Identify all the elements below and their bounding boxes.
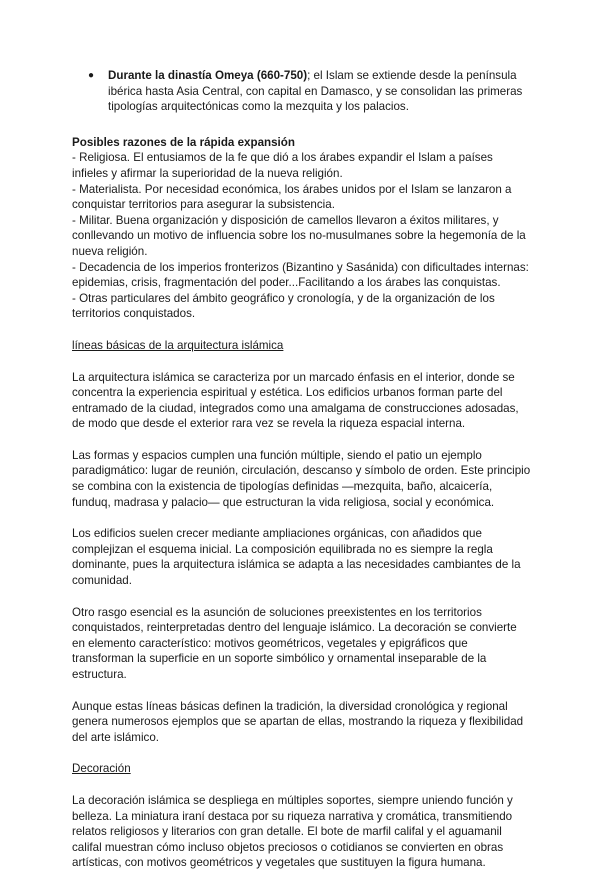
reasons-title: Posibles razones de la rápida expansión xyxy=(72,135,295,149)
intro-bullet-body: ; el Islam se extiende desde la península ibérica hasta Asia Central, con capital en Damasco, y se consolidan las primeras tipologías arquitectónicas como la mezquita y los palacios. xyxy=(108,69,523,114)
decoracion-paragraph: La decoración islámica se despliega en múltiples soportes, siempre uniendo función y belleza. La miniatura iraní destaca por su riqueza narrativa y cromática, transmitiendo relatos religiosos y literarios con gran detalle. El bote de marfil califal y el aguamanil califal muestran cómo incluso objetos preciosos o cotidianos se convierten en obras artísticas, con motivos geométricos y vegetales que sustituyen la figura humana. xyxy=(72,793,513,870)
lineas-paragraph: Los edificios suelen crecer mediante ampliaciones orgánicas, con añadidos que complejizan el esquema inicial. La composición equilibrada no es siempre la regla dominante, pues la arquitectura islámica se adapta a las necesidades cambiantes de la comunidad. xyxy=(72,527,521,588)
reasons-section xyxy=(72,135,532,322)
reason-item: - Materialista. Por necesidad económica, los árabes unidos por el Islam se lanzaron a conquistar territorios para asegurar la subsistencia. xyxy=(72,182,512,212)
bullet-icon: ● xyxy=(88,70,95,81)
decoracion-section xyxy=(72,761,532,871)
reason-item: - Religiosa. El entusiamos de la fe que dió a los árabes expandir el Islam a países infieles y afirmar la superioridad de la nueva religión. xyxy=(72,151,493,180)
lineas-paragraph: La arquitectura islámica se caracteriza por un marcado énfasis en el interior, donde se concentra la experiencia espiritual y estética. Los edificios urbanos forman parte del entramado de la ciudad, integrados como una amalgama de construcciones adosadas, de modo que desde el exterior rara vez se revela la riqueza espacial interna. xyxy=(72,370,519,431)
lineas-section xyxy=(72,338,532,745)
document-page xyxy=(72,68,532,887)
reason-item: - Decadencia de los imperios fronterizos (Bizantino y Sasánida) con dificultades internas: epidemias, crisis, fragmentación del poder...Facilitando a los árabes las conquistas. xyxy=(72,260,529,290)
intro-bullet-bold: Durante la dinastía Omeya (660-750) xyxy=(108,69,308,82)
reason-item: - Otras particulares del ámbito geográfico y cronología, y de la organización de los territorios conquistados. xyxy=(72,291,495,321)
intro-bullet-text xyxy=(108,68,532,115)
reason-item: - Militar. Buena organización y disposición de camellos llevaron a éxitos militares, y conllevando un motivo de influencia sobre los no-musulmanes sobre la hegemonía de la nueva religión. xyxy=(72,213,526,258)
lineas-paragraph: Las formas y espacios cumplen una función múltiple, siendo el patio un ejemplo paradigmático: lugar de reunión, circulación, descanso y símbolo de orden. Este principio se combina con la existencia de tipologías definidas —mezquita, baño, alcaicería, funduq, madrasa y palacio— que estructuran la vida religiosa, social y económica. xyxy=(72,448,531,509)
lineas-paragraph: Otro rasgo esencial es la asunción de soluciones preexistentes en los territorios conquistados, reinterpretadas dentro del lenguaje islámico. La decoración se convierte en elemento característico: motivos geométricos, vegetales y epigráficos que transforman la superficie en un soporte simbólico y ornamental inseparable de la estructura. xyxy=(72,605,517,681)
lineas-paragraph: Aunque estas líneas básicas definen la tradición, la diversidad cronológica y regional genera numerosos ejemplos que se apartan de ellas, mostrando la riqueza y flexibilidad del arte islámico. xyxy=(72,699,524,744)
intro-bullet xyxy=(88,68,532,115)
decoracion-title: Decoración xyxy=(72,762,131,776)
lineas-title: líneas básicas de la arquitectura islámica xyxy=(72,338,284,352)
